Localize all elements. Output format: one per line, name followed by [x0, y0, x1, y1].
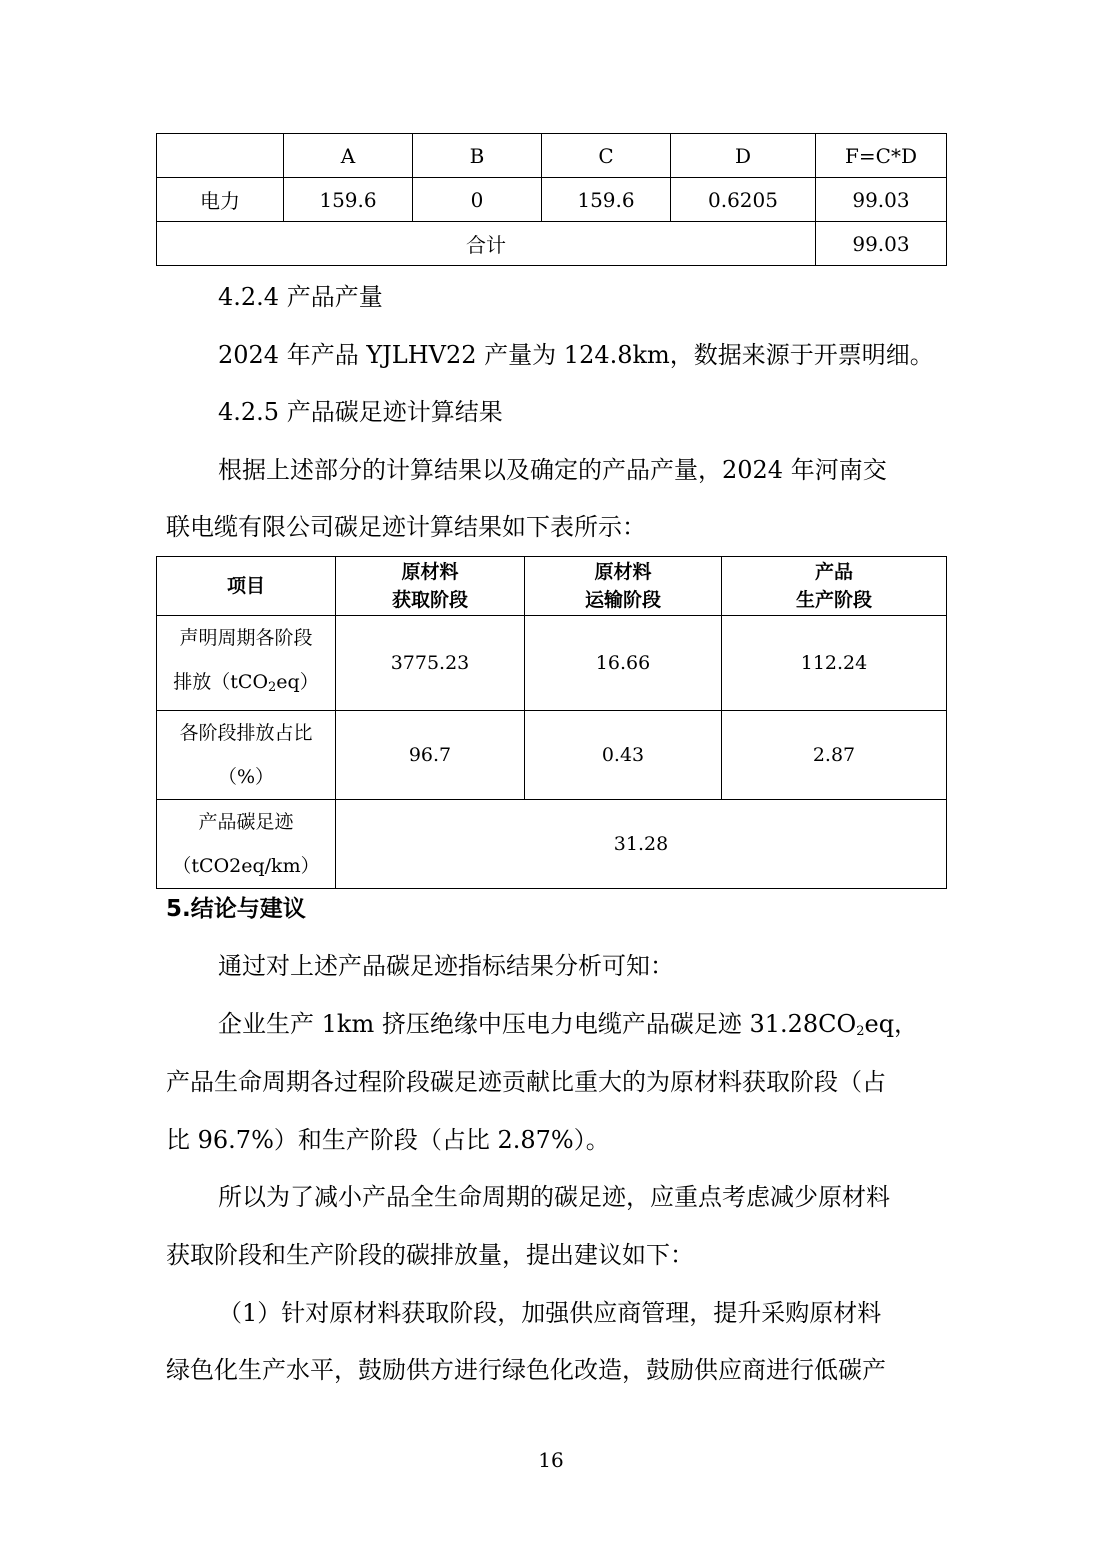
paragraph-text: 企业生产 1km 挤压绝缘中压电力电缆产品碳足迹 31.28CO [218, 1010, 857, 1038]
table-cell: A [284, 134, 413, 178]
section-5-paragraph-4-line-1: （1）针对原材料获取阶段，加强供应商管理，提升采购原材料 [218, 1299, 882, 1327]
table-row [157, 800, 947, 889]
row-label-line [157, 660, 335, 710]
section-4-2-4-heading: 4.2.4 产品产量 [218, 283, 383, 311]
paragraph-text: eq， [864, 1010, 919, 1038]
header-product-production [722, 557, 947, 616]
subscript: 2 [268, 680, 277, 695]
table-cell: 159.6 [284, 178, 413, 222]
section-5-paragraph-2-line-3: 比 96.7%）和生产阶段（占比 2.87%）。 [166, 1126, 610, 1154]
header-line: 运输阶段 [584, 589, 661, 611]
page-number: 16 [538, 1448, 564, 1472]
section-4-2-5-text-line-2: 联电缆有限公司碳足迹计算结果如下表所示： [166, 513, 646, 541]
section-5-paragraph-4-line-2: 绿色化生产水平，鼓励供方进行绿色化改造，鼓励供应商进行低碳产 [166, 1356, 886, 1384]
header-item: 项目 [157, 557, 336, 616]
row-label-line: （tCO2eq/km） [172, 855, 320, 877]
table-cell: D [671, 134, 816, 178]
header-line: 原材料 [594, 561, 652, 583]
carbon-footprint-table [156, 556, 947, 889]
section-5-paragraph-2-line-2: 产品生命周期各过程阶段碳足迹贡献比重大的为原材料获取阶段（占 [166, 1068, 886, 1096]
table-cell: F=C*D [816, 134, 947, 178]
section-5-paragraph-3-line-1: 所以为了减小产品全生命周期的碳足迹，应重点考虑减少原材料 [218, 1183, 890, 1211]
row-label-line: 各阶段排放占比 [179, 722, 313, 744]
table-header-row [157, 557, 947, 616]
header-line: 原材料 [401, 561, 459, 583]
section-5-paragraph-1: 通过对上述产品碳足迹指标结果分析可知： [218, 952, 674, 980]
header-line: 产品 [814, 561, 853, 583]
table-cell: 0.43 [525, 711, 722, 800]
total-label: 合计 [157, 222, 816, 266]
table-total-row [157, 222, 947, 266]
table-row [157, 616, 947, 711]
table-cell: 31.28 [336, 800, 947, 889]
table-cell: 电力 [157, 178, 284, 222]
row-label [157, 711, 336, 800]
table-row [157, 711, 947, 800]
label-text: eq） [276, 671, 319, 693]
table-cell: 96.7 [336, 711, 525, 800]
row-label-line: 声明周期各阶段 [179, 627, 313, 649]
table-cell: 159.6 [542, 178, 671, 222]
table-row [157, 178, 947, 222]
total-value: 99.03 [816, 222, 947, 266]
electricity-table [156, 133, 947, 266]
section-4-2-4-text: 2024 年产品 YJLHV22 产量为 124.8km，数据来源于开票明细。 [218, 341, 934, 369]
label-text: 排放（tCO [173, 671, 269, 693]
table-cell: 3775.23 [336, 616, 525, 711]
table-cell: 0 [413, 178, 542, 222]
header-raw-material-transport [525, 557, 722, 616]
section-4-2-5-text-line-1: 根据上述部分的计算结果以及确定的产品产量，2024 年河南交 [218, 456, 887, 484]
table-cell [157, 134, 284, 178]
row-label [157, 616, 336, 711]
section-4-2-5-heading: 4.2.5 产品碳足迹计算结果 [218, 398, 503, 426]
row-label-line: 产品碳足迹 [198, 811, 294, 833]
table-cell: 99.03 [816, 178, 947, 222]
table-cell: 16.66 [525, 616, 722, 711]
table-cell: 2.87 [722, 711, 947, 800]
table-cell: C [542, 134, 671, 178]
section-5-paragraph-3-line-2: 获取阶段和生产阶段的碳排放量，提出建议如下： [166, 1241, 694, 1269]
table-cell: B [413, 134, 542, 178]
subscript: 2 [856, 1024, 865, 1039]
table-header-row [157, 134, 947, 178]
header-line: 获取阶段 [391, 589, 468, 611]
header-raw-material-acquisition [336, 557, 525, 616]
table-cell: 0.6205 [671, 178, 816, 222]
row-label-line: （%） [217, 766, 275, 788]
row-label [157, 800, 336, 889]
section-5-heading: 5.结论与建议 [166, 896, 306, 922]
header-line: 生产阶段 [795, 589, 872, 611]
table-cell: 112.24 [722, 616, 947, 711]
section-5-paragraph-2-line-1 [218, 1009, 918, 1047]
